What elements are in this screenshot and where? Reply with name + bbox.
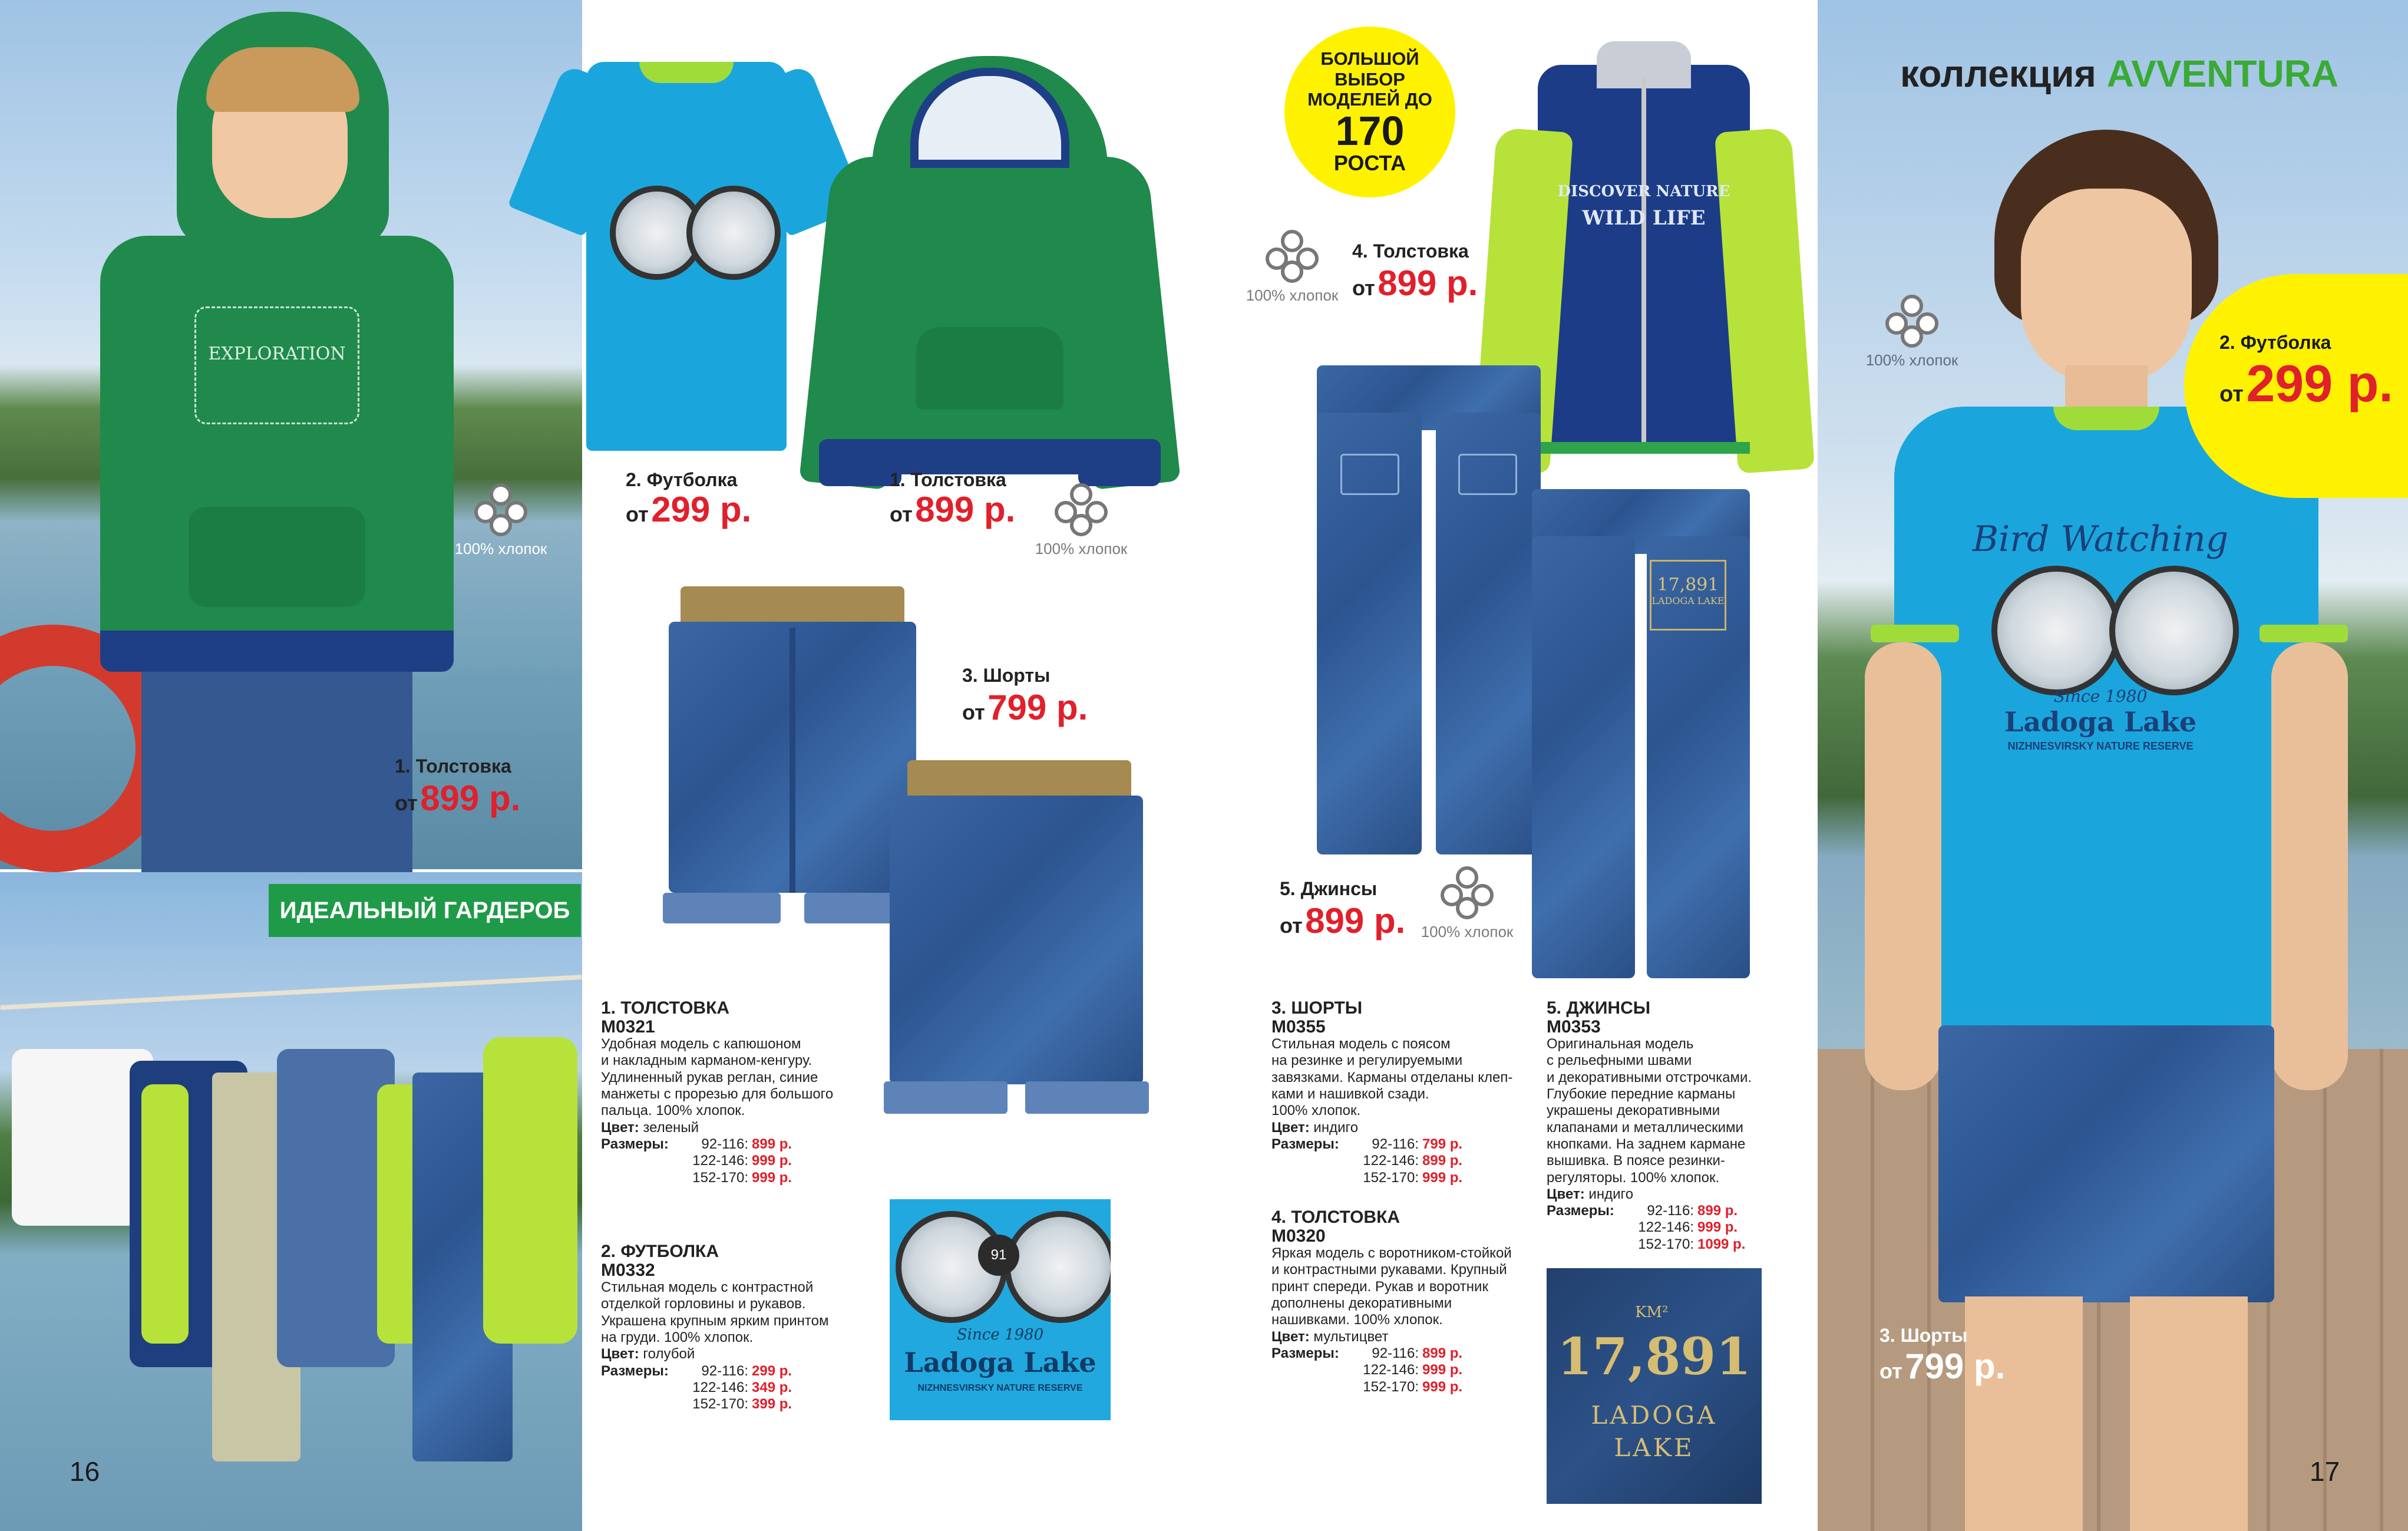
desc-line: украшены декоративными <box>1547 1103 1720 1119</box>
size-range: 122-146: <box>692 1153 748 1169</box>
hero-price <box>395 778 520 819</box>
desc-line: Удобная модель с капюшоном <box>601 1036 801 1052</box>
print-since: Since 1980 <box>956 1326 1044 1344</box>
badge-line: ВЫБОР <box>1335 68 1405 90</box>
jeans-patch-text: LADOGA LAKE <box>1651 595 1725 606</box>
teen-print-reserve: NIZHNESVIRSKY NATURE RESERVE <box>2007 740 2194 752</box>
color-label: Цвет: <box>1271 1119 1310 1136</box>
table-row <box>1271 1345 1462 1362</box>
table-row <box>601 1396 792 1413</box>
size-price: 999 р. <box>1422 1362 1463 1378</box>
wardrobe-photo <box>0 872 582 1531</box>
sizes-table <box>1271 1136 1462 1186</box>
table-row <box>1547 1219 1745 1236</box>
clothes-line <box>0 975 582 1010</box>
jeans-patch-number: 17,891 <box>1657 575 1719 595</box>
teen-print-since: Since 1980 <box>2053 687 2148 706</box>
hoodie-chest-print: EXPLORATION <box>194 306 359 424</box>
sizes-label: Размеры: <box>601 1362 669 1379</box>
size-range: 92-116: <box>1372 1345 1419 1361</box>
table-row <box>601 1363 792 1380</box>
description-jacket-m0320 <box>1271 1208 1554 1395</box>
description-shorts-m0355 <box>1271 999 1548 1186</box>
teen-leg-right <box>2130 1296 2248 1531</box>
shorts-product-image-back <box>878 760 1155 1120</box>
print-closeup-image <box>890 1199 1111 1420</box>
collection-name: AVVENTURA <box>2106 52 2339 95</box>
size-price: 899 р. <box>1422 1153 1463 1169</box>
teen-arm-left <box>1865 642 1941 1090</box>
cotton-flower-icon <box>1885 295 1938 348</box>
desc-line: вышивка. В поясе резинки- <box>1547 1153 1725 1169</box>
size-range: 92-116: <box>1372 1136 1419 1152</box>
desc-code: М0355 <box>1271 1017 1326 1037</box>
desc-line: Яркая модель с воротником-стойкой <box>1271 1245 1512 1261</box>
desc-line: отделкой горловины и рукавов. <box>601 1296 806 1312</box>
color-value: зеленый <box>643 1119 699 1136</box>
badge-number: 170 <box>1335 108 1405 154</box>
price-value: 799 р. <box>1905 1347 2006 1386</box>
color-value: мультицвет <box>1313 1328 1389 1345</box>
size-price: 399 р. <box>752 1396 792 1413</box>
size-range: 122-146: <box>1363 1153 1419 1169</box>
size-price: 899 р. <box>1697 1203 1738 1219</box>
teen-sleeve-trim-left <box>1871 625 1959 642</box>
desc-line: Украшена крупным ярким принтом <box>601 1312 829 1329</box>
size-price: 999 р. <box>752 1153 792 1169</box>
jacket-price <box>1352 263 1478 303</box>
desc-title: 3. ШОРТЫ <box>1271 998 1363 1018</box>
rack-sleeve-1 <box>141 1084 189 1344</box>
size-price: 799 р. <box>1422 1136 1463 1152</box>
print-badge: 91 <box>978 1235 1019 1276</box>
jeans-product-image-front <box>1317 365 1541 854</box>
closeup-line1: LADOGA <box>1591 1401 1717 1430</box>
price-prefix: от <box>1880 1359 1902 1383</box>
teen-shorts <box>1938 1025 2274 1302</box>
size-range: 152-170: <box>692 1396 748 1413</box>
jeans-label: 5. Джинсы <box>1280 878 1378 899</box>
description-jeans-m0353 <box>1547 999 1824 1253</box>
desc-code: М0320 <box>1271 1226 1326 1246</box>
price-value: 899 р. <box>1378 263 1478 303</box>
cotton-flower-icon <box>1266 230 1319 283</box>
hoodie-hem <box>100 631 454 672</box>
size-price: 899 р. <box>752 1136 792 1152</box>
size-range: 122-146: <box>1638 1219 1694 1236</box>
desc-line: клапанами и металлическими <box>1547 1119 1743 1136</box>
binocular-lens-left <box>1991 566 2121 695</box>
sizes-table <box>601 1363 792 1413</box>
table-row <box>601 1380 792 1396</box>
desc-line: кнопками. На заднем кармане <box>1547 1136 1746 1152</box>
jeans-price <box>1280 900 1405 941</box>
right-cotton-badge <box>1856 295 1968 369</box>
hero-item-label: 1. Толстовка <box>395 755 511 777</box>
badge-line: РОСТА <box>1333 151 1406 176</box>
desc-line: Стильная модель с поясом <box>1271 1036 1451 1052</box>
shorts-label-right: 3. Шорты <box>1880 1325 1968 1346</box>
desc-code: М0353 <box>1547 1017 1601 1037</box>
size-range: 122-146: <box>692 1379 748 1395</box>
size-price: 299 р. <box>752 1362 792 1379</box>
jacket-print-line1: DISCOVER NATURE <box>1557 183 1730 200</box>
jeans-product-image-back <box>1532 489 1750 978</box>
size-price: 999 р. <box>752 1169 792 1186</box>
desc-line: принт спереди. Рукав и воротник <box>1271 1278 1488 1295</box>
size-range: 92-116: <box>701 1362 748 1379</box>
size-range: 92-116: <box>1647 1203 1694 1219</box>
tshirt-price <box>626 489 751 530</box>
collection-title <box>1900 52 2338 95</box>
color-label: Цвет: <box>601 1346 639 1362</box>
table-row <box>1271 1170 1462 1186</box>
price-prefix: от <box>395 791 418 815</box>
size-range: 152-170: <box>1363 1169 1419 1186</box>
binocular-lens-right <box>2109 566 2239 695</box>
color-label: Цвет: <box>1547 1186 1585 1202</box>
price-value: 299 р. <box>651 490 752 529</box>
size-range: 92-116: <box>701 1136 748 1152</box>
cotton-label: 100% хлопок <box>454 540 547 557</box>
price-value: 899 р. <box>420 778 521 818</box>
jacket-print-line2: WILD LIFE <box>1582 206 1706 230</box>
desc-line: Удлиненный рукав реглан, синие <box>601 1069 818 1085</box>
desc-code: М0321 <box>601 1017 655 1037</box>
price-prefix: от <box>626 502 649 526</box>
desc-line: дополнены декоративными <box>1271 1295 1452 1311</box>
desc-line: нашивками. 100% хлопок. <box>1271 1312 1443 1328</box>
boy-jeans <box>141 672 412 872</box>
sizes-table <box>1271 1345 1462 1395</box>
cotton-label: 100% хлопок <box>1421 923 1514 941</box>
size-price: 899 р. <box>1422 1345 1463 1361</box>
desc-line: Стильная модель с контрастной <box>601 1279 814 1295</box>
cotton-label: 100% хлопок <box>1246 286 1339 304</box>
size-range: 152-170: <box>1363 1378 1419 1395</box>
color-value: индиго <box>1588 1186 1634 1202</box>
left-hero-photo <box>0 0 582 869</box>
color-value: индиго <box>1313 1119 1359 1136</box>
right-hero-photo <box>1818 0 2408 1531</box>
boy-hair <box>206 47 359 112</box>
print-title: Ladoga Lake <box>904 1347 1096 1378</box>
max-size-badge <box>1284 27 1455 197</box>
rack-jacket <box>483 1037 577 1344</box>
desc-line: завязками. Карманы отделаны клеп- <box>1271 1069 1513 1085</box>
size-price: 999 р. <box>1422 1169 1463 1186</box>
table-row <box>1271 1362 1462 1378</box>
sizes-table <box>601 1136 792 1186</box>
teen-print-title: Bird Watching <box>1972 519 2229 560</box>
shorts-price <box>962 687 1088 728</box>
jacket-label: 4. Толстовка <box>1352 240 1469 262</box>
price-prefix: от <box>962 700 985 724</box>
price-prefix: от <box>2219 382 2244 407</box>
tshirt-product-image <box>533 62 840 457</box>
table-row <box>1271 1379 1462 1395</box>
table-row <box>1547 1236 1745 1253</box>
cotton-label: 100% хлопок <box>1865 351 1958 369</box>
teen-face <box>2021 189 2192 383</box>
size-range: 152-170: <box>1638 1236 1694 1252</box>
size-price: 349 р. <box>752 1379 792 1395</box>
desc-title: 5. ДЖИНСЫ <box>1547 998 1651 1018</box>
sizes-label: Размеры: <box>1271 1136 1339 1152</box>
print-subtitle: NIZHNESVIRSKY NATURE RESERVE <box>917 1383 1083 1393</box>
desc-title: 4. ТОЛСТОВКА <box>1271 1207 1400 1227</box>
sizes-label: Размеры: <box>601 1136 669 1152</box>
size-price: 999 р. <box>1422 1378 1463 1395</box>
collection-prefix: коллекция <box>1900 52 2096 95</box>
desc-line: пальца. 100% хлопок. <box>601 1103 745 1119</box>
price-value: 899 р. <box>915 490 1016 529</box>
cotton-label: 100% хлопок <box>1035 540 1128 557</box>
shorts-price-right <box>1880 1346 2005 1387</box>
desc-title: 1. ТОЛСТОВКА <box>601 998 730 1018</box>
desc-code: М0332 <box>601 1260 655 1280</box>
closeup-km: KM² <box>1635 1304 1669 1321</box>
sizes-table <box>1547 1203 1745 1253</box>
hero-cotton-badge <box>448 483 554 558</box>
page-number-left: 16 <box>70 1456 100 1487</box>
teen-leg-left <box>1965 1296 2083 1531</box>
badge-line: БОЛЬШОЙ <box>1320 48 1419 69</box>
hoodie-price <box>890 489 1015 530</box>
desc-line: манжеты с прорезью для большого <box>601 1085 834 1102</box>
closeup-number: 17,891 <box>1557 1327 1752 1387</box>
price-value: 799 р. <box>987 688 1088 727</box>
price-value: 899 р. <box>1305 901 1406 941</box>
teen-arm-right <box>2271 642 2348 1090</box>
size-price: 1099 р. <box>1697 1236 1746 1252</box>
description-tshirt-m0332 <box>601 1242 860 1413</box>
description-hoodie-m0321 <box>601 999 860 1186</box>
teen-print-lake: Ladoga Lake <box>2004 706 2197 738</box>
color-label: Цвет: <box>601 1119 639 1136</box>
size-price: 999 р. <box>1697 1219 1738 1236</box>
color-label: Цвет: <box>1271 1328 1310 1345</box>
cotton-flower-icon <box>1441 866 1494 919</box>
size-range: 152-170: <box>692 1169 748 1186</box>
tshirt-label: 2. Футболка <box>626 469 738 490</box>
badge-label: 2. Футболка <box>2219 332 2331 353</box>
desc-title: 2. ФУТБОЛКА <box>601 1242 719 1261</box>
sizes-label: Размеры: <box>1271 1345 1339 1361</box>
desc-line: 100% хлопок. <box>1271 1103 1361 1119</box>
teen-collar <box>2053 407 2159 430</box>
price-value: 299 р. <box>2246 354 2393 413</box>
shorts-label: 3. Шорты <box>962 665 1051 686</box>
cotton-flower-icon <box>1055 483 1108 536</box>
desc-line: на груди. 100% хлопок. <box>601 1329 754 1345</box>
desc-line: с рельефными швами <box>1547 1052 1692 1069</box>
price-prefix: от <box>1352 276 1375 300</box>
jeans-cotton-badge <box>1414 866 1520 941</box>
desc-line: ками и нашивкой сзади. <box>1271 1085 1429 1102</box>
price-prefix: от <box>1280 913 1303 938</box>
desc-line: и контрастными рукавами. Крупный <box>1271 1262 1507 1278</box>
desc-line: Глубокие передние карманы <box>1547 1085 1736 1102</box>
jacket-cotton-badge <box>1242 230 1342 305</box>
desc-line: и декоративными отстрочками. <box>1547 1069 1752 1085</box>
ideal-wardrobe-banner: ИДЕАЛЬНЫЙ ГАРДЕРОБ <box>269 884 581 937</box>
hoodie-cotton-badge <box>1025 483 1137 558</box>
price-prefix: от <box>890 502 913 526</box>
table-row <box>601 1170 792 1186</box>
cotton-flower-icon <box>474 483 527 536</box>
tshirt-price-badge <box>2184 274 2408 498</box>
teen-sleeve-trim-right <box>2260 625 2348 642</box>
hoodie-product-image <box>816 56 1164 492</box>
desc-line: и накладным карманом-кенгуру. <box>601 1052 812 1069</box>
closeup-line2: LAKE <box>1614 1433 1694 1462</box>
sizes-label: Размеры: <box>1547 1203 1614 1219</box>
table-row <box>1547 1203 1745 1219</box>
jeans-closeup-image <box>1547 1268 1762 1504</box>
table-row <box>601 1153 792 1169</box>
badge-line: МОДЕЛЕЙ ДО <box>1307 89 1432 110</box>
hoodie-label: 1. Толстовка <box>890 469 1006 490</box>
desc-line: Оригинальная модель <box>1547 1036 1694 1052</box>
table-row <box>1271 1153 1462 1169</box>
table-row <box>601 1136 792 1153</box>
desc-line: на резинке и регулируемыми <box>1271 1052 1463 1069</box>
table-row <box>1271 1136 1462 1153</box>
color-value: голубой <box>643 1346 695 1362</box>
hoodie-pocket <box>189 507 365 607</box>
size-range: 122-146: <box>1363 1362 1419 1378</box>
page-number-right: 17 <box>2310 1456 2340 1487</box>
desc-line: регуляторы. 100% хлопок. <box>1547 1169 1720 1186</box>
